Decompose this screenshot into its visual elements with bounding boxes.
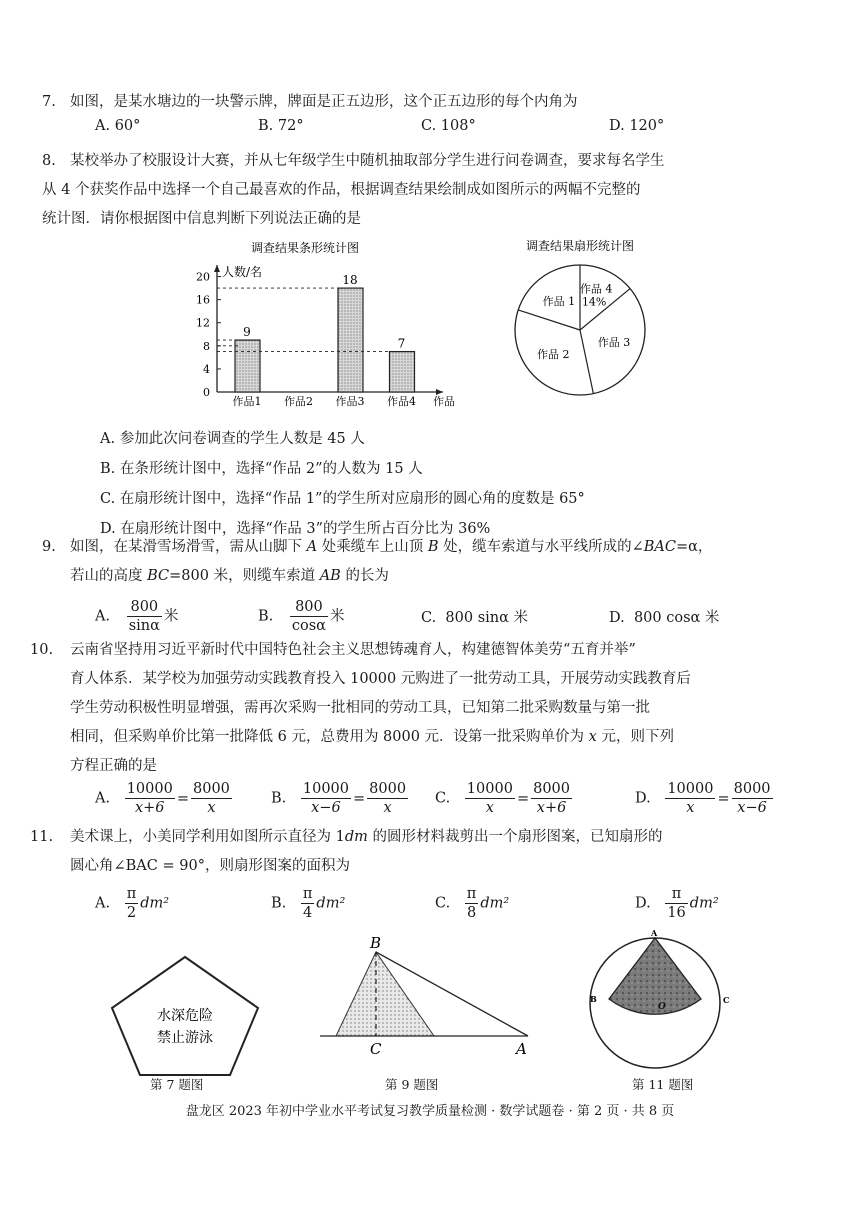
question-stem-line: 从 4 个获奖作品中选择一个自己最喜欢的作品，根据调查结果绘制成如图所示的两幅不完整的 <box>42 182 641 198</box>
stem-text: 的圆形材料裁剪出一个扇形图案，已知扇形的 <box>372 829 663 845</box>
question-number: 7. <box>42 94 56 110</box>
option-c <box>435 885 509 922</box>
option-label: D. <box>609 610 625 626</box>
denominator: 4 <box>303 905 313 921</box>
numerator: π <box>302 886 313 902</box>
chart-title: 调查结果条形统计图 <box>250 241 360 255</box>
category-label: 作品1 <box>232 395 262 408</box>
option-d <box>609 606 719 627</box>
numerator: 8000 <box>733 781 771 797</box>
figure-7-pentagon <box>100 940 280 1090</box>
fraction <box>301 885 315 922</box>
numerator: 10000 <box>126 781 173 797</box>
option-d: D. 在扇形统计图中，选择“作品 3”的学生所占百分比为 36% <box>100 521 491 537</box>
question-8 <box>42 147 805 234</box>
question-stem-line: 云南省坚持用习近平新时代中国特色社会主义思想铸魂育人，构建德智体美劳“五育并举” <box>70 642 636 658</box>
segment-label: BC <box>147 568 170 584</box>
y-tick-label: 0 <box>203 386 210 399</box>
numerator: 800 <box>127 598 162 617</box>
fraction <box>290 598 328 635</box>
option-label: C. <box>435 790 451 807</box>
y-tick-label: 16 <box>196 293 210 307</box>
pie-slice-label: 作品 3 <box>597 335 631 349</box>
sign-text-line-2: 禁止游泳 <box>157 1030 213 1046</box>
question-stem-line <box>70 723 805 752</box>
stem-text: 元，则下列 <box>601 729 674 745</box>
numerator: 10000 <box>667 781 714 797</box>
unit: dm² <box>480 895 510 912</box>
equals-sign: = <box>516 790 530 807</box>
question-10-options <box>95 780 805 820</box>
point-c-label: C <box>370 1040 382 1058</box>
question-number: 11. <box>30 829 54 845</box>
option-label: B. <box>258 608 274 625</box>
point-a-label: A <box>516 1040 527 1058</box>
question-11 <box>30 823 805 881</box>
option-a: A. 参加此次问卷调查的学生人数是 45 人 <box>100 431 365 447</box>
question-stem-line: 统计图．请你根据图中信息判断下列说法正确的是 <box>42 211 361 227</box>
stem-text: 处乘缆车上山顶 <box>321 539 424 555</box>
sector-shape <box>609 938 701 1014</box>
numerator: π <box>665 885 687 904</box>
stem-text: =800 米，则缆车索道 <box>169 568 316 584</box>
fraction <box>465 885 479 922</box>
question-7-options <box>95 118 805 148</box>
center-o-label: O <box>658 1002 666 1012</box>
option-c <box>421 606 528 627</box>
y-tick-label: 20 <box>196 270 210 284</box>
fraction <box>465 780 515 817</box>
y-axis-arrow <box>214 265 220 272</box>
denominator: cosα <box>291 618 326 634</box>
option-b: B. 72° <box>258 118 304 134</box>
numerator: π <box>126 886 137 902</box>
denominator: x <box>207 800 216 816</box>
option-label: C. <box>435 895 451 912</box>
category-label: 作品3 <box>335 395 365 408</box>
figure-11-caption: 第 11 题图 <box>632 1077 694 1092</box>
figure-11-circle <box>585 925 745 1073</box>
stem-text: 处，缆车索道与水平线所成的∠ <box>443 539 644 555</box>
figure-9-caption: 第 9 题图 <box>385 1077 439 1092</box>
question-9-options <box>95 590 805 634</box>
stem-text: =α， <box>675 539 713 555</box>
denominator: x <box>485 800 494 816</box>
denominator: sinα <box>128 618 160 634</box>
question-stem-line <box>70 823 805 852</box>
numerator: 10000 <box>302 781 350 797</box>
category-label: 作品4 <box>387 395 416 408</box>
fraction <box>125 780 175 817</box>
option-text: 800 sinα 米 <box>445 610 529 626</box>
unit: dm² <box>140 895 170 912</box>
question-stem-line: 某校举办了校服设计大赛，并从七年级学生中随机抽取部分学生进行问卷调查，要求每名学生 <box>70 153 665 169</box>
fraction <box>665 885 687 922</box>
question-8-options <box>100 424 585 544</box>
stem-text: 若山的高度 <box>70 568 143 584</box>
point-b-label: B <box>427 539 439 555</box>
question-9 <box>42 533 805 591</box>
point-a-label: A <box>306 539 318 555</box>
unit: dm² <box>689 895 719 912</box>
question-stem-line <box>70 562 805 591</box>
point-b-label: B <box>370 934 382 952</box>
denominator: x+6 <box>536 800 567 816</box>
fraction <box>125 885 139 922</box>
numerator: π <box>466 886 477 902</box>
option-label: C. <box>421 610 437 626</box>
option-b: B. 在条形统计图中，选择“作品 2”的人数为 15 人 <box>100 461 423 477</box>
bar-value-label: 7 <box>397 336 406 351</box>
option-c: C. 在扇形统计图中，选择“作品 1”的学生所对应扇形的圆心角的度数是 65° <box>100 491 585 507</box>
question-stem-line: 圆心角∠BAC = 90°，则扇形图案的面积为 <box>70 858 350 874</box>
denominator: x−6 <box>737 800 767 816</box>
angle-label: BAC <box>643 539 676 555</box>
numerator: 8000 <box>369 781 407 797</box>
fraction <box>301 780 351 817</box>
option-label: A. <box>95 790 111 807</box>
denominator: 8 <box>466 905 477 921</box>
segment-label: AB <box>319 568 341 584</box>
option-c <box>435 780 574 817</box>
y-tick-label: 12 <box>196 316 210 330</box>
bar-chart-plot <box>196 264 455 408</box>
equals-sign: = <box>353 790 366 807</box>
point-a-label: A <box>651 928 658 938</box>
stem-text: 如图，在某滑雪场滑雪，需从山脚下 <box>70 539 302 555</box>
fraction <box>367 780 408 817</box>
fraction <box>531 780 572 817</box>
y-tick-label: 4 <box>203 362 210 376</box>
option-a: A. 60° <box>95 118 141 134</box>
option-text: 800 cosα 米 <box>633 610 720 626</box>
fraction <box>665 780 715 817</box>
question-11-options <box>95 885 805 925</box>
question-number: 8. <box>42 153 56 169</box>
unit: dm² <box>316 895 346 912</box>
sign-text-line-1: 水深危险 <box>157 1008 213 1024</box>
pie-slice-percent: 14% <box>581 295 607 309</box>
question-number: 9. <box>42 539 56 555</box>
option-label: A. <box>95 895 111 912</box>
figure-7-caption: 第 7 题图 <box>150 1077 204 1092</box>
bar-value-label: 9 <box>243 325 251 340</box>
fraction <box>732 780 773 817</box>
x-axis-label: 作品 <box>433 395 455 408</box>
point-b-label: B <box>590 994 597 1004</box>
pie-slice-label: 作品 2 <box>536 348 570 362</box>
bar-value-label: 18 <box>342 273 358 288</box>
option-b <box>258 598 344 635</box>
fraction <box>191 780 232 817</box>
equals-sign: = <box>717 790 730 807</box>
option-label: D. <box>635 790 651 807</box>
stem-text: 相同，但采购单价比第一批降低 6 元，总费用为 8000 元．设第一批采购单价为 <box>70 729 585 745</box>
option-c: C. 108° <box>421 118 476 134</box>
stem-text: 的长为 <box>345 568 389 584</box>
pie-chart-plot <box>515 265 645 395</box>
bar <box>390 352 415 392</box>
page-footer: 盘龙区 2023 年初中学业水平考试复习教学质量检测 · 数学试题卷 · 第 2 页 · 共 8 页 <box>185 1104 675 1119</box>
question-7 <box>42 88 805 117</box>
option-label: A. <box>95 608 111 625</box>
numerator: 10000 <box>466 781 513 797</box>
figure-9-triangle <box>310 930 550 1065</box>
denominator: 16 <box>667 905 686 921</box>
unit: dm <box>344 829 368 845</box>
denominator: x <box>383 800 392 816</box>
denominator: x−6 <box>311 800 341 816</box>
question-stem-line: 学生劳动积极性明显增强，需再次采购一批相同的劳动工具，已知第二批采购数量与第一批 <box>70 700 650 716</box>
denominator: x <box>686 800 695 816</box>
bar <box>235 340 260 392</box>
y-tick-label: 8 <box>203 339 210 353</box>
option-label: D. <box>635 895 651 912</box>
question-stem-line <box>70 533 805 562</box>
chart-title: 调查结果扇形统计图 <box>525 239 635 253</box>
option-d: D. 120° <box>609 118 665 134</box>
category-label: 作品2 <box>284 395 313 408</box>
option-a <box>95 780 234 817</box>
option-label: B. <box>271 895 287 912</box>
question-stem-line: 育人体系．某学校为加强劳动实践教育投入 10000 元购进了一批劳动工具，开展劳动实践教育后 <box>70 671 691 687</box>
question-stem-line: 方程正确的是 <box>70 758 157 774</box>
option-label: B. <box>271 790 287 807</box>
question-stem: 如图，是某水塘边的一块警示牌，牌面是正五边形，这个正五边形的每个内角为 <box>70 94 578 110</box>
pie-slice-label: 作品 1 <box>542 294 576 308</box>
denominator: 2 <box>126 905 137 921</box>
option-b <box>271 780 410 817</box>
equals-sign: = <box>176 790 189 807</box>
option-a <box>95 598 178 635</box>
stem-text: 美术课上，小美同学利用如图所示直径为 1 <box>70 829 345 845</box>
fraction <box>127 598 162 635</box>
bar-chart <box>185 235 475 415</box>
question-10 <box>30 636 805 781</box>
option-d <box>635 885 719 922</box>
numerator: 800 <box>290 598 328 617</box>
y-axis-label: 人数/名 <box>222 265 263 279</box>
option-a <box>95 885 169 922</box>
question-number: 10. <box>30 642 54 658</box>
bar <box>338 288 363 392</box>
point-c-label: C <box>723 995 730 1005</box>
unit: 米 <box>329 608 345 625</box>
option-b <box>271 885 345 922</box>
option-d <box>635 780 775 817</box>
mountain-shape <box>336 952 434 1036</box>
denominator: x+6 <box>134 800 165 816</box>
numerator: 8000 <box>533 781 570 797</box>
pie-chart <box>500 235 680 415</box>
pie-slice-label: 作品 4 <box>579 282 613 296</box>
variable: x <box>588 729 597 745</box>
unit: 米 <box>163 608 179 625</box>
numerator: 8000 <box>193 781 230 797</box>
